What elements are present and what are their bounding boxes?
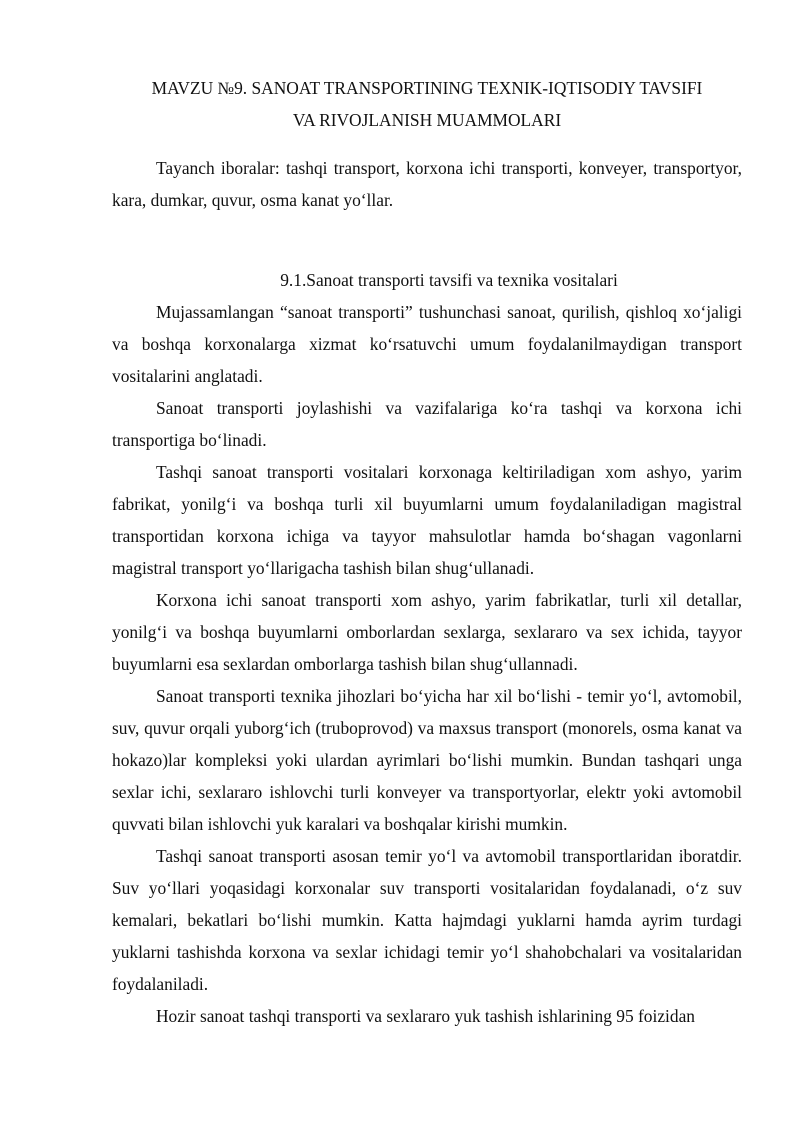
document-title: [112, 72, 742, 136]
keywords-paragraph: Tayanch iboralar: tashqi transport, korxona ichi transporti, konveyer, transportyor, kara, dumkar, quvur, osma kanat yo‘llar.: [112, 158, 742, 210]
paragraph-6: Tashqi sanoat transporti asosan temir yo‘l va avtomobil transportlaridan iboratdir. Suv yo‘llari yoqasidagi korxonalar suv transporti vositalaridan foydalanadi, o‘z suv kemalari, bekatlari bo‘lishi mumkin. Katta hajmdagi yuklarni hamda ayrim turdagi yuklarni tashishda korxona va sexlar ichidagi temir yo‘l shahobchalari va vositalaridan foydalaniladi.: [112, 846, 742, 994]
paragraph-1: Mujassamlangan “sanoat transporti” tushunchasi sanoat, qurilish, qishloq xo‘jaligi va boshqa korxonalarga xizmat ko‘rsatuvchi umum foydalanilmaydigan transport vositalarini anglatadi.: [112, 302, 742, 386]
title-line-1: MAVZU №9. SANOAT TRANSPORTINING TEXNIK-IQTISODIY TAVSIFI: [151, 78, 703, 98]
paragraph-4: Korxona ichi sanoat transporti xom ashyo, yarim fabrikatlar, turli xil detallar, yonilg‘i va boshqa buyumlarni omborlardan sexlarga, sexlararo va sex ichida, tayyor buyumlarni esa sexlardan omborlarga tashish bilan shug‘ullannadi.: [112, 590, 742, 674]
paragraph-2: Sanoat transporti joylashishi va vazifalariga ko‘ra tashqi va korxona ichi transportiga bo‘linadi.: [112, 398, 742, 450]
paragraph-7: Hozir sanoat tashqi transporti va sexlararo yuk tashish ishlarining 95 foizidan: [156, 1006, 695, 1026]
title-line-2: VA RIVOJLANISH MUAMMOLARI: [292, 110, 562, 130]
paragraph-5: Sanoat transporti texnika jihozlari bo‘yicha har xil bo‘lishi - temir yo‘l, avtomobil, suv, quvur orqali yuborg‘ich (truboprovod) va maxsus transport (monorels, osma kanat va hokazo)lar kompleksi yoki ulardan ayrimlari bo‘lishi mumkin. Bundan tashqari unga sexlar ichi, sexlararo ishlovchi turli konveyer va transportyorlar, elektr yoki avtomobil quvvati bilan ishlovchi yuk karalari va boshqalar kirishi mumkin.: [112, 686, 742, 834]
document-page: [112, 72, 742, 1032]
section-heading: 9.1.Sanoat transporti tavsifi va texnika vositalari: [280, 270, 618, 290]
paragraph-3: Tashqi sanoat transporti vositalari korxonaga keltiriladigan xom ashyo, yarim fabrikat, yonilg‘i va boshqa turli xil buyumlarni umum foydalaniladigan magistral transportidan korxona ichiga va tayyor mahsulotlar hamda bo‘shagan vagonlarni magistral transport yo‘llarigacha tashish bilan shug‘ullanadi.: [112, 462, 742, 578]
